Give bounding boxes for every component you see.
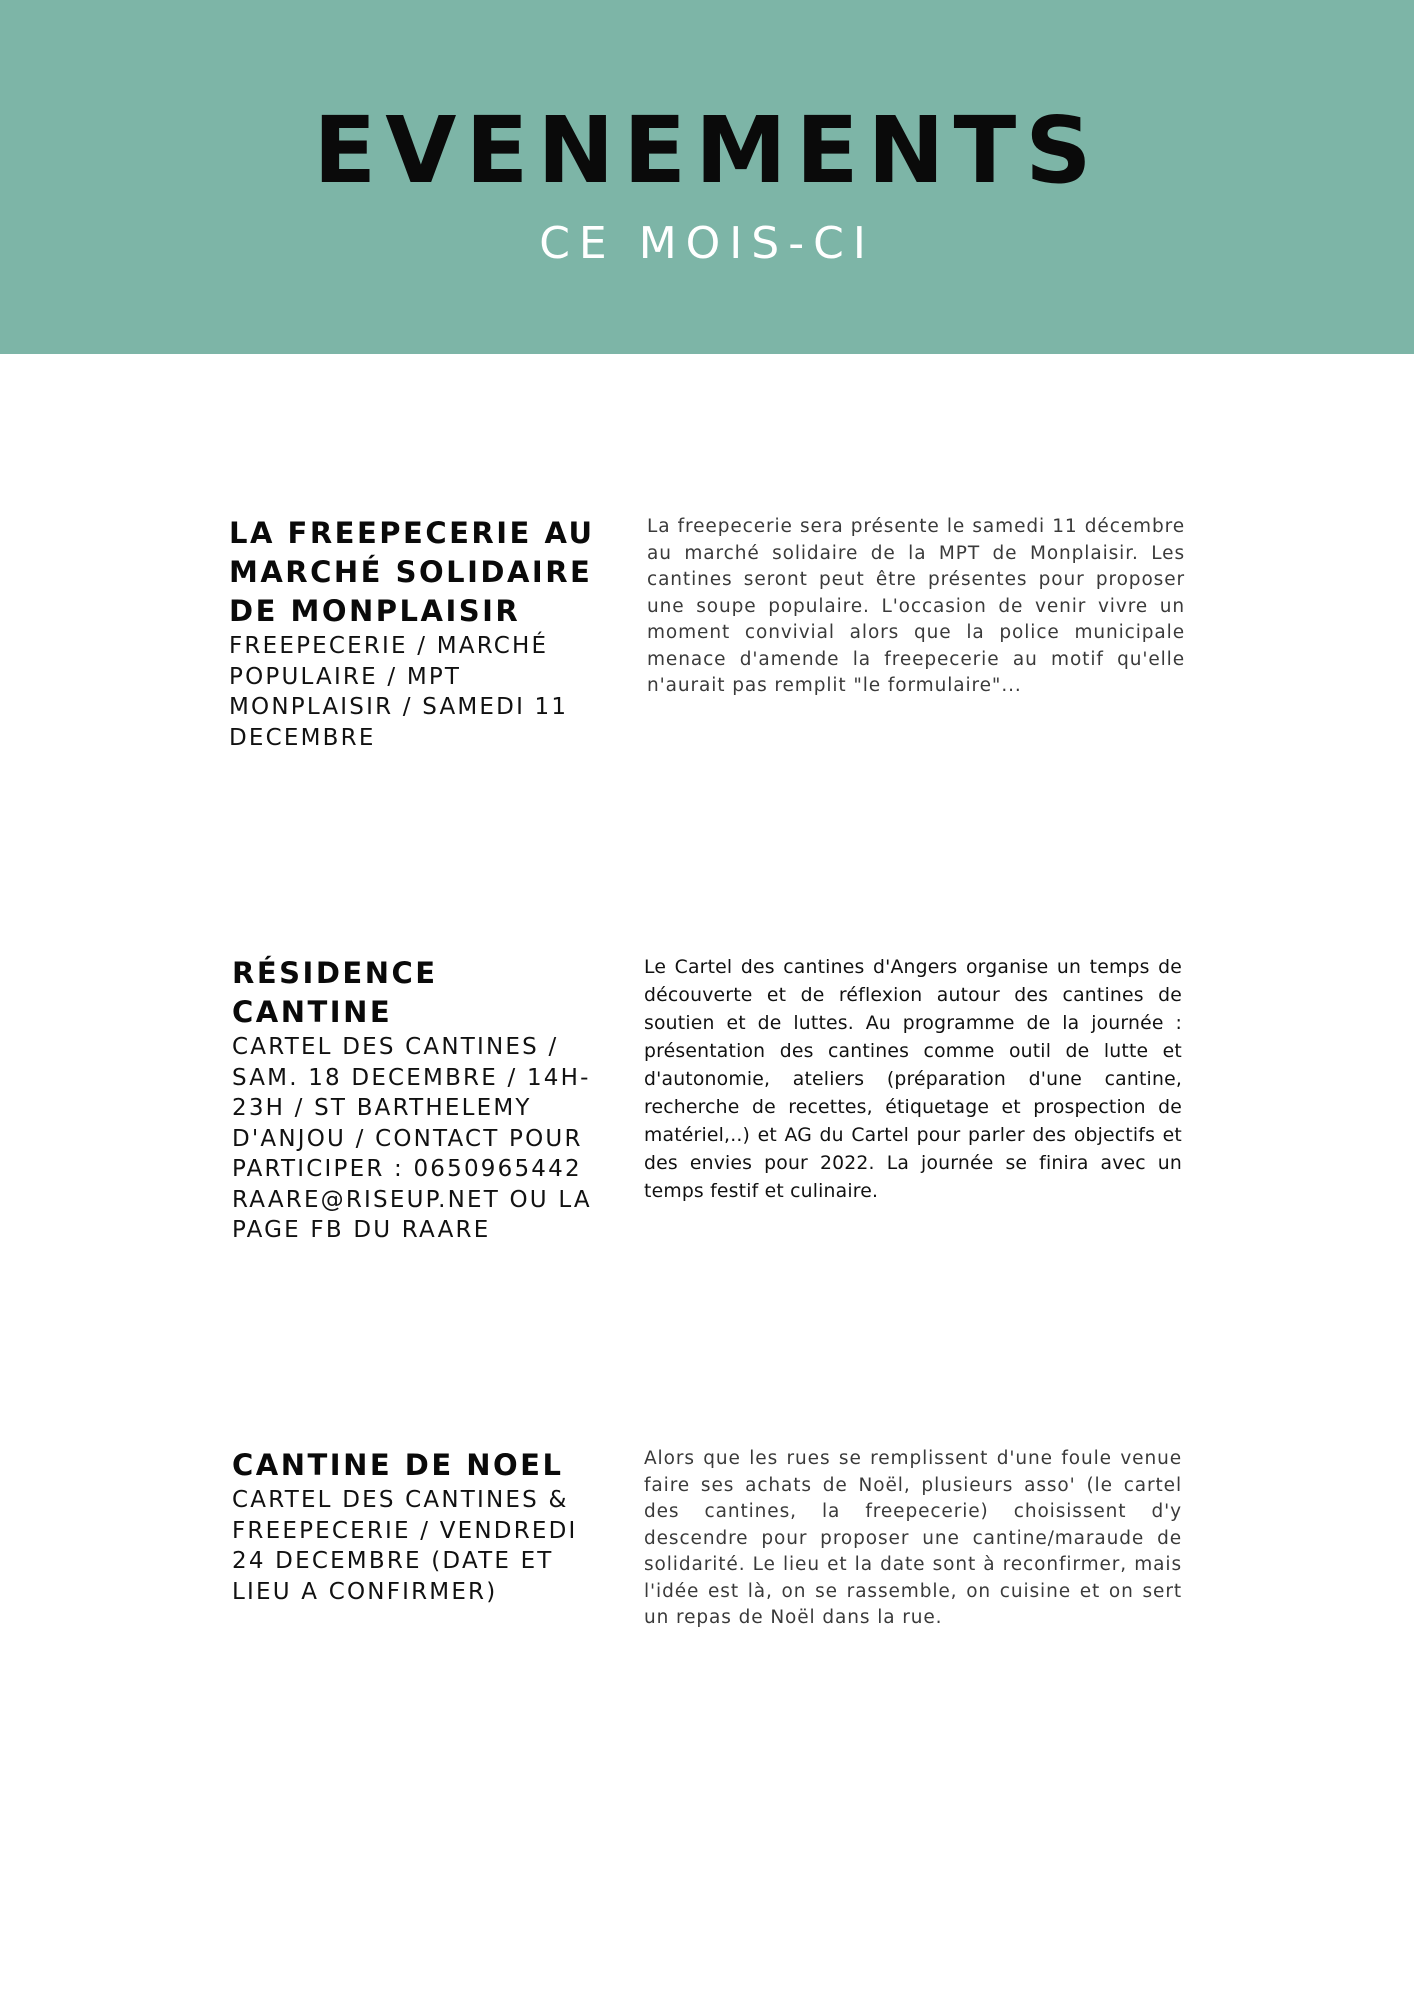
event-meta-line: FREEPECERIE / MARCHÉ [229, 633, 549, 659]
event-title-line: CANTINE [232, 995, 393, 1029]
event-title-line: LA FREEPECERIE AU [229, 516, 595, 550]
event-description: La freepecerie sera présente le samedi 11 décembre au marché solidaire de la MPT de Monplaisir. Les cantines seront peut être présentes pour proposer une soupe populaire. L'occasion de venir vivre un moment convivial alors que la police municipale menace d'amende la freepecerie au motif qu'elle n'aurait pas remplit "le formulaire"... [647, 516, 1185, 696]
event-meta [232, 1032, 632, 1246]
event-meta-line: RAARE@RISEUP.NET OU LA [232, 1186, 592, 1213]
event-meta-line: CARTEL DES CANTINES / [232, 1034, 559, 1060]
event-meta [229, 631, 619, 753]
event-meta-line: D'ANJOU / CONTACT POUR [232, 1125, 583, 1152]
event-title-line: MARCHÉ SOLIDAIRE [229, 555, 593, 589]
event-meta-line: MONPLAISIR / SAMEDI 11 [229, 694, 569, 720]
event-description: Alors que les rues se remplissent d'une foule venue faire ses achats de Noël, plusieurs asso' (le cartel des cantines, la freepecerie) choisissent d'y descendre pour proposer une cantine/maraude de solidarité. Le lieu et la date sont à reconfirmer, mais l'idée est là, on se rassemble, on cuisine et on sert un repas de Noël dans la rue. [644, 1448, 1182, 1628]
event-meta-line: 23H / ST BARTHELEMY [232, 1095, 532, 1121]
event-title [229, 514, 619, 631]
event-meta-line: FREEPECERIE / VENDREDI [232, 1517, 578, 1544]
event-meta-line: PAGE FB DU RAARE [232, 1217, 491, 1243]
event-meta-line: SAM. 18 DECEMBRE / 14H- [232, 1064, 591, 1091]
event-meta-line: CARTEL DES CANTINES & [232, 1487, 569, 1513]
event-meta-line: DECEMBRE [229, 724, 376, 751]
event-heading-block [229, 514, 619, 753]
event-title-line: CANTINE DE NOEL [232, 1448, 564, 1482]
event-meta [232, 1485, 632, 1607]
page-title: EVENEMENTS [313, 97, 1101, 204]
event-meta-line: PARTICIPER : 0650965442 [232, 1156, 582, 1182]
event-title [232, 954, 632, 1032]
event-heading-block [232, 1446, 632, 1607]
event-meta-line: LIEU A CONFIRMER) [232, 1578, 498, 1605]
event-title-line: RÉSIDENCE [232, 956, 438, 990]
event-meta-line: 24 DECEMBRE (DATE ET [232, 1548, 554, 1574]
event-meta-line: POPULAIRE / MPT [229, 663, 462, 690]
page-header [0, 0, 1414, 354]
event-title-line: DE MONPLAISIR [229, 594, 521, 628]
page-subtitle: CE MOIS-CI [539, 218, 875, 269]
event-heading-block [232, 954, 632, 1246]
event-title [232, 1446, 632, 1485]
event-description: Le Cartel des cantines d'Angers organise un temps de découverte et de réflexion autour des cantines de soutien et de luttes. Au programme de la journée : présentation des cantines comme outil de lutte et d'autonomie, ateliers (préparation d'une cantine, recherche de recettes, étiquetage et prospection de matériel,..) et AG du Cartel pour parler des objectifs et des envies pour 2022. La journée se finira avec un temps festif et culinaire. [644, 957, 1182, 1202]
